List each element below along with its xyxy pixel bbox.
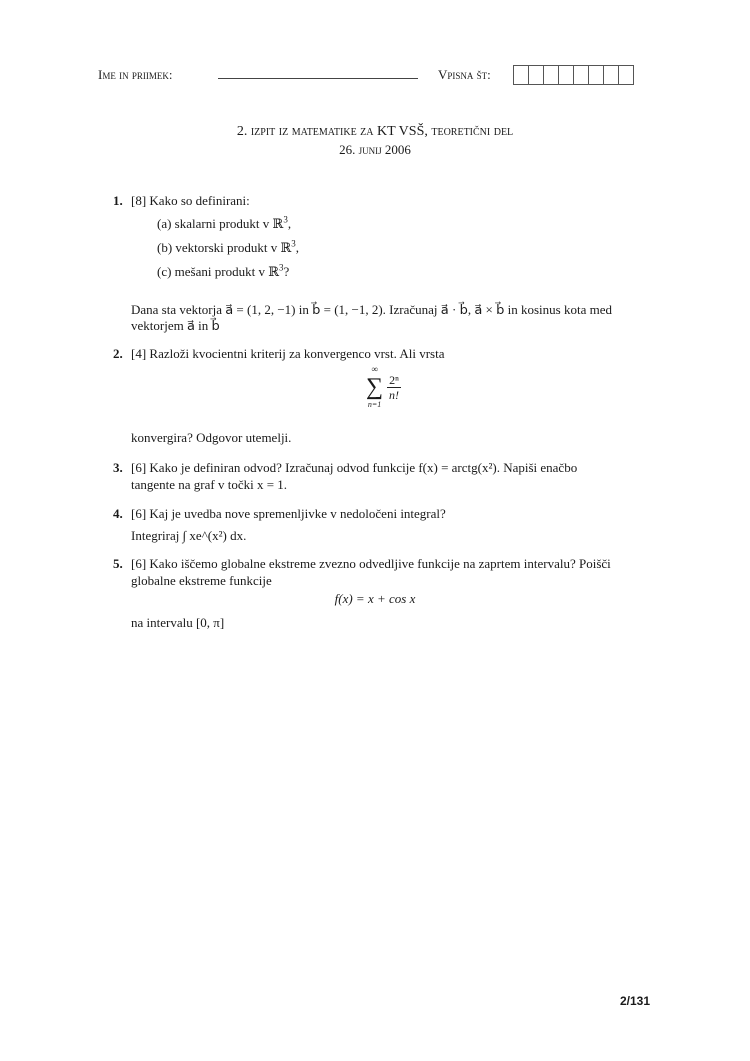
- numerator: 2ⁿ: [389, 372, 399, 387]
- denominator: n!: [389, 387, 399, 402]
- sum-lower-limit: n=1: [367, 400, 382, 409]
- points: [8]: [131, 193, 147, 208]
- question-4-integral: Integriraj ∫ xe^(x²) dx.: [131, 528, 247, 543]
- question-4-number: 4.: [113, 506, 123, 521]
- page-number: 2/131: [620, 994, 651, 1008]
- sum-operator: [366, 364, 383, 410]
- question-5-after: na intervalu [0, π]: [131, 615, 225, 630]
- question-2-after: konvergira? Odgovor utemelji.: [131, 430, 292, 445]
- sigma-symbol: ∑: [366, 374, 384, 400]
- question-1-text: [131, 193, 250, 209]
- name-field-line[interactable]: [218, 78, 418, 79]
- sum-upper-limit: ∞: [371, 364, 378, 374]
- question-text: Kako so definirani:: [149, 193, 250, 208]
- name-label: Ime in priimek:: [98, 67, 173, 82]
- question-4-text: [6] Kaj je uvedba nove spremenljivke v nedoločeni integral?: [131, 506, 446, 521]
- series-term: [387, 373, 401, 402]
- question-5-line2: globalne ekstreme funkcije: [131, 573, 272, 588]
- question-5-number: 5.: [113, 556, 123, 571]
- question-2-number: 2.: [113, 346, 123, 361]
- question-1b: (b) vektorski produkt v ℝ$^3$,: [157, 238, 300, 255]
- question-2-text: [4] Razloži kvocientni kriterij za konvergenco vrst. Ali vrsta: [131, 346, 445, 361]
- question-1c: (c) mešani produkt v ℝ$^3$?: [157, 262, 290, 279]
- question-3-line2: tangente na graf v točki x = 1.: [131, 477, 288, 492]
- series-formula: [366, 364, 401, 410]
- exam-date: 26. junij 2006: [339, 142, 411, 157]
- student-id-label: Vpisna št:: [438, 67, 491, 82]
- question-5-formula: f(x) = x + cos x: [334, 591, 416, 606]
- question-1-vectors-cont: vektorjem a⃗ in b⃗: [131, 318, 220, 333]
- exam-title: 2. izpit iz matematike za KT VSŠ, teoretični del: [236, 124, 514, 139]
- question-1a: (a) skalarni produkt v ℝ$^3$,: [157, 214, 292, 231]
- question-3-number: 3.: [113, 460, 123, 475]
- question-5-text: [6] Kako iščemo globalne ekstreme zvezno odvedljive funkcije na zaprtem intervalu? Poišči: [131, 556, 611, 571]
- question-1-number: 1.: [113, 193, 123, 208]
- question-3-text: [6] Kako je definiran odvod? Izračunaj odvod funkcije f(x) = arctg(x²). Napiši enačbo: [131, 460, 578, 475]
- student-id-boxes[interactable]: [513, 65, 634, 85]
- question-1-vectors: Dana sta vektorja a⃗ = (1, 2, −1) in b⃗ = (1, −1, 2). Izračunaj a⃗ · b⃗, a⃗ × b⃗ in kosinus kota med: [131, 302, 612, 317]
